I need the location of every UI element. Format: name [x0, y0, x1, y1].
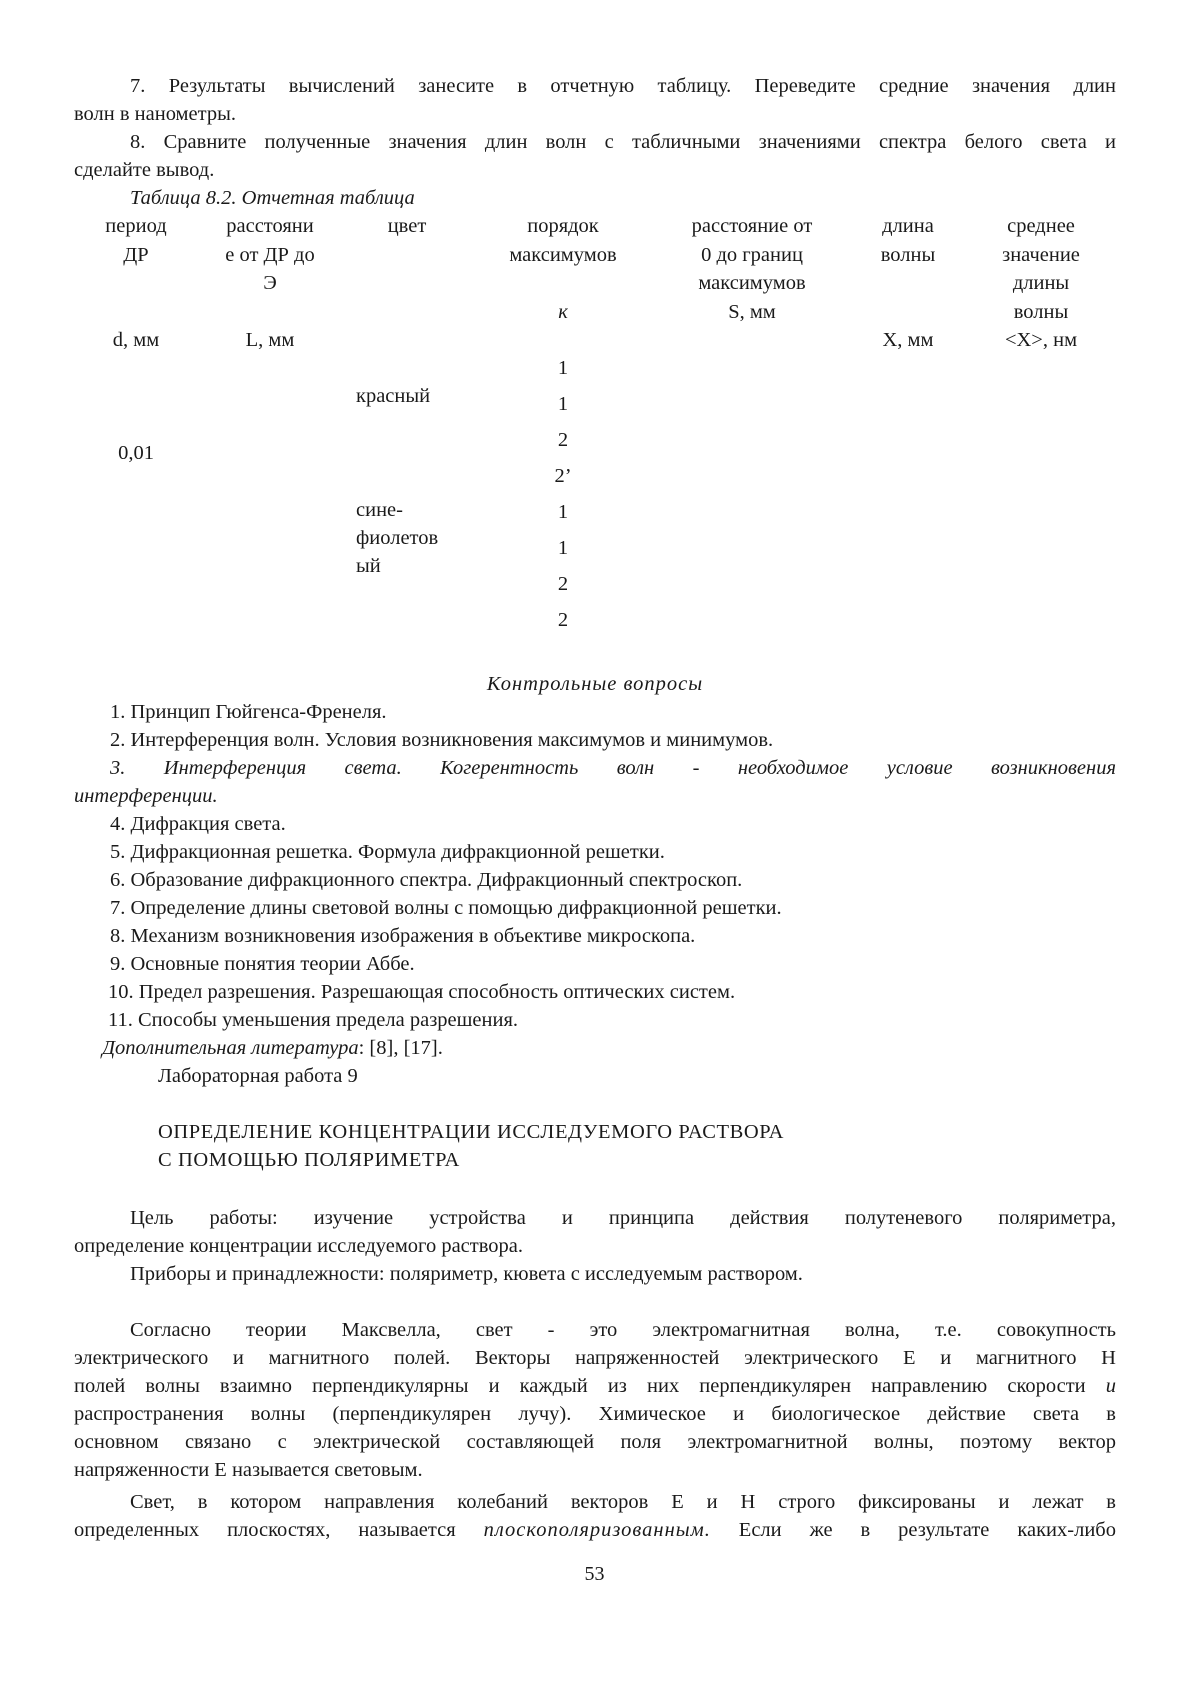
- instruction-7-cont: волн в нанометры.: [74, 103, 236, 125]
- question-6: 6. Образование дифракционного спектра. Дифракционный спектроскоп.: [110, 869, 743, 891]
- period-value: 0,01: [118, 442, 154, 464]
- paragraph-1-line: Согласно теории Максвелла, свет - это электромагнитная волна, т.е. совокупность: [130, 1319, 1116, 1341]
- question-10: 10. Предел разрешения. Разрешающая способность оптических систем.: [108, 981, 736, 1003]
- header-s-distance: расстояние от 0 до границ максимумов S, мм: [691, 215, 813, 323]
- question-8: 8. Механизм возникновения изображения в объективе микроскопа.: [110, 925, 696, 947]
- header-period-unit: d, мм: [112, 329, 160, 351]
- paragraph-1-line: распространения волны (перпендикулярен лучу). Химическое и биологическое действие света в: [74, 1403, 1116, 1425]
- order-value: 2: [557, 429, 569, 451]
- paragraph-1-line: напряженности Е называется световым.: [74, 1459, 423, 1481]
- order-value: 2’: [554, 465, 572, 487]
- additional-literature: Дополнительная литература: [8], [17].: [102, 1037, 443, 1059]
- header-order-unit: к: [558, 301, 568, 323]
- table-caption: Таблица 8.2. Отчетная таблица: [130, 187, 415, 209]
- order-value: 1: [557, 501, 569, 523]
- paragraph-2-line: определенных плоскостях, называется плоскополяризованным. Если же в результате каких-либо: [74, 1519, 1116, 1541]
- paragraph-1-line: полей волны взаимно перпендикулярны и каждый из них перпендикулярен направлению скорости и: [74, 1375, 1116, 1397]
- instruction-8: 8. Сравните полученные значения длин волн с табличными значениями спектра белого света и: [130, 131, 1116, 153]
- header-period: период ДР: [105, 215, 167, 266]
- header-color: цвет: [387, 215, 427, 237]
- document-page: [74, 72, 1116, 1544]
- question-11: 11. Способы уменьшения предела разрешения.: [108, 1009, 519, 1031]
- order-value: 2: [557, 609, 569, 631]
- lab-devices: Приборы и принадлежности: поляриметр, кювета с исследуемым раствором.: [130, 1263, 803, 1285]
- order-value: 1: [557, 357, 569, 379]
- questions-heading: Контрольные вопросы: [486, 673, 704, 695]
- question-9: 9. Основные понятия теории Аббе.: [110, 953, 415, 975]
- page-number: 53: [584, 1563, 605, 1585]
- question-3: 3. Интерференция света. Когерентность волн - необходимое условие возникновения: [110, 757, 1116, 779]
- question-3-cont: интерференции.: [74, 785, 218, 807]
- header-order: порядок максимумов: [509, 215, 617, 266]
- question-4: 4. Дифракция света.: [110, 813, 286, 835]
- header-distance: расстояни е от ДР до Э: [225, 215, 315, 294]
- order-value: 1: [557, 393, 569, 415]
- report-table: [74, 212, 1116, 666]
- lab-title-line2: С ПОМОЩЬЮ ПОЛЯРИМЕТРА: [158, 1149, 460, 1171]
- header-distance-unit: L, мм: [245, 329, 295, 351]
- header-mean-wavelength: среднее значение длины волны <X>, нм: [1002, 215, 1080, 351]
- lab-goal: Цель работы: изучение устройства и принципа действия полутеневого поляриметра,: [130, 1207, 1116, 1229]
- question-5: 5. Дифракционная решетка. Формула дифракционной решетки.: [110, 841, 665, 863]
- paragraph-2-line: Свет, в котором направления колебаний векторов Е и Н строго фиксированы и лежат в: [130, 1491, 1116, 1513]
- question-2: 2. Интерференция волн. Условия возникновения максимумов и минимумов.: [110, 729, 774, 751]
- paragraph-1-line: основном связано с электрической составляющей поля электромагнитной волны, поэтому вектор: [74, 1431, 1116, 1453]
- lab-title-line1: ОПРЕДЕЛЕНИЕ КОНЦЕНТРАЦИИ ИССЛЕДУЕМОГО РАСТВОРА: [158, 1121, 785, 1143]
- color-red: красный: [356, 385, 431, 407]
- instruction-7: 7. Результаты вычислений занесите в отчетную таблицу. Переведите средние значения длин: [130, 75, 1116, 97]
- order-value: 1: [557, 537, 569, 559]
- order-value: 2: [557, 573, 569, 595]
- lab-label: Лабораторная работа 9: [158, 1065, 358, 1087]
- paragraph-1-line: электрического и магнитного полей. Векторы напряженностей электрического Е и магнитного Н: [74, 1347, 1116, 1369]
- header-wavelength-unit: X, мм: [882, 329, 934, 351]
- lab-goal-cont: определение концентрации исследуемого раствора.: [74, 1235, 523, 1257]
- instruction-8-cont: сделайте вывод.: [74, 159, 215, 181]
- question-1: 1. Принцип Гюйгенса-Френеля.: [110, 701, 387, 723]
- color-violet: сине- фиолетов ый: [356, 499, 439, 577]
- header-wavelength: длина волны: [880, 215, 936, 266]
- question-7: 7. Определение длины световой волны с помощью дифракционной решетки.: [110, 897, 782, 919]
